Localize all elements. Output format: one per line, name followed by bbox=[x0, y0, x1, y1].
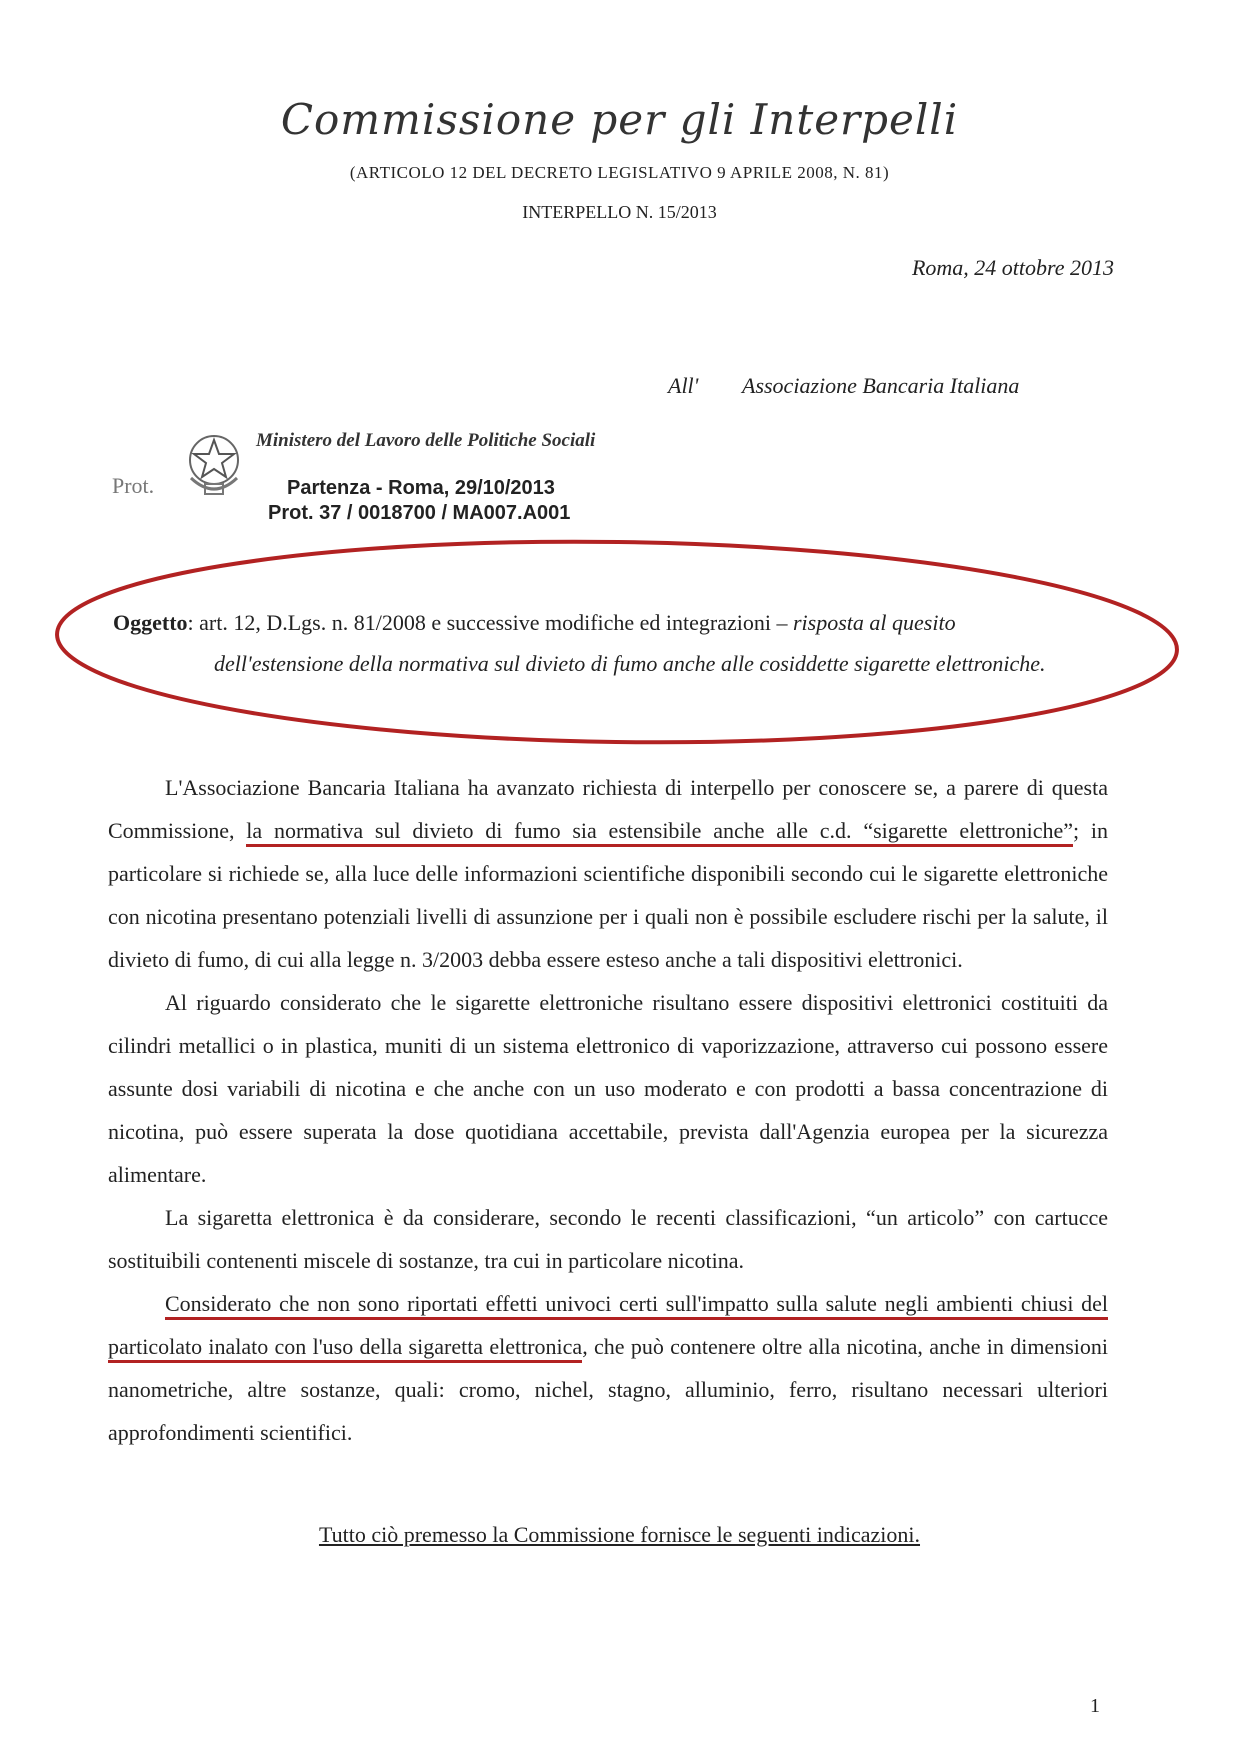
subject-label: Oggetto bbox=[113, 610, 188, 635]
paragraph-1 bbox=[108, 766, 1108, 981]
paragraph-1-start: L'Associazione Bancaria Italiana ha avanzato richiesta di interpello per conoscere se, a parere di questa Commissione, bbox=[108, 775, 1108, 843]
paragraph-1-end: ; in particolare si richiede se, alla luce delle informazioni scientifiche disponibili secondo cui le sigarette elettroniche con nicotina presentano potenziali livelli di assunzione per i quali non è possibile escludere rischi per la salute, il divieto di fumo, di cui alla legge n. 3/2003 debba essere esteso anche a tali dispositivi elettronici. bbox=[108, 818, 1108, 972]
interpello-number: INTERPELLO N. 15/2013 bbox=[522, 202, 717, 222]
paragraph-3: La sigaretta elettronica è da considerare, secondo le recenti classificazioni, “un articolo” con cartucce sostituibili contenenti miscele di sostanze, tra cui in particolare nicotina. bbox=[108, 1205, 1108, 1273]
subject-italic-1: risposta al quesito bbox=[793, 610, 956, 635]
conclusion-line: Tutto ciò premesso la Commissione fornisce le seguenti indicazioni. bbox=[318, 1522, 921, 1547]
body-text bbox=[108, 766, 1108, 1454]
subject-italic-2: dell'estensione della normativa sul divieto di fumo anche alle cosiddette sigarette elettroniche. bbox=[214, 651, 1046, 676]
legal-reference: (ARTICOLO 12 DEL DECRETO LEGISLATIVO 9 APRILE 2008, N. 81) bbox=[349, 163, 890, 182]
paragraph-4-underlined: Considerato che non sono riportati effetti univoci certi sull'impatto sulla salute negli ambienti chiusi del particolato inalato con l'uso della sigaretta elettronica bbox=[108, 1291, 1108, 1363]
italian-emblem-icon bbox=[183, 430, 245, 500]
recipient-prefix: All' bbox=[668, 373, 699, 398]
protocol-stamp-date: Partenza - Roma, 29/10/2013 bbox=[287, 477, 555, 499]
paragraph-4 bbox=[108, 1282, 1108, 1454]
protocol-stamp-number: Prot. 37 / 0018700 / MA007.A001 bbox=[268, 502, 571, 524]
recipient-name: Associazione Bancaria Italiana bbox=[742, 373, 1020, 398]
protocol-label: Prot. bbox=[112, 473, 155, 498]
paragraph-1-underlined: la normativa sul divieto di fumo sia estensibile anche alle c.d. “sigarette elettroniche” bbox=[246, 818, 1073, 847]
subject-block bbox=[113, 602, 1113, 684]
commission-title: Commissione per gli Interpelli bbox=[280, 95, 959, 144]
subject-text: : art. 12, D.Lgs. n. 81/2008 e successive modifiche ed integrazioni – bbox=[187, 610, 793, 635]
ministry-name: Ministero del Lavoro delle Politiche Sociali bbox=[256, 430, 596, 451]
paragraph-4-end: , che può contenere oltre alla nicotina, anche in dimensioni nanometriche, altre sostanze, quali: cromo, nichel, stagno, alluminio, ferro, risultano necessari ulteriori approfondimenti scientifici. bbox=[108, 1334, 1108, 1445]
document-date: Roma, 24 ottobre 2013 bbox=[911, 255, 1114, 280]
paragraph-2: Al riguardo considerato che le sigarette elettroniche risultano essere dispositivi elettronici costituiti da cilindri metallici o in plastica, muniti di un sistema elettronico di vaporizzazione, attraverso cui possono essere assunte dosi variabili di nicotina e che anche con un uso moderato e con prodotti a bassa concentrazione di nicotina, può essere superata la dose quotidiana accettabile, prevista dall'Agenzia europea per la sicurezza alimentare. bbox=[108, 990, 1108, 1187]
page-number: 1 bbox=[1090, 1695, 1100, 1717]
